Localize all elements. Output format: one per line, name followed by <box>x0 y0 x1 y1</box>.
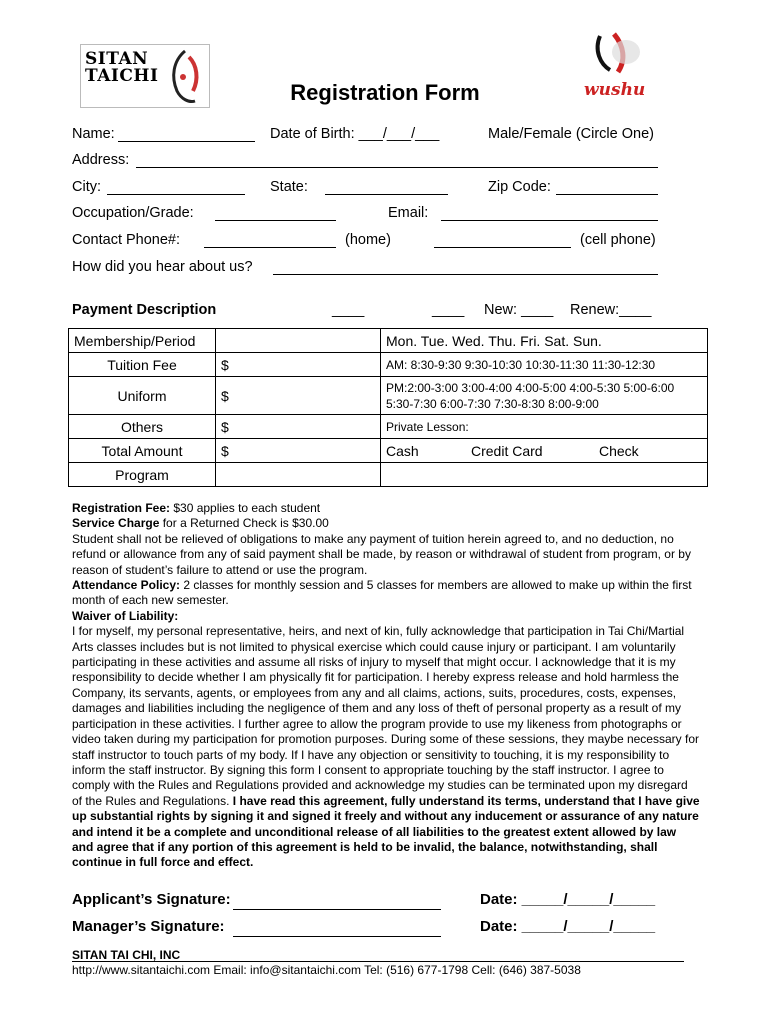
tuition-amount-cell[interactable]: $ <box>216 353 381 377</box>
address-field[interactable] <box>136 167 658 168</box>
home-phone-field[interactable] <box>204 247 336 248</box>
dob-label[interactable]: Date of Birth: ___/___/___ <box>270 126 440 142</box>
payment-blank-1[interactable]: ____ <box>332 302 365 318</box>
cell-phone-field[interactable] <box>434 247 571 248</box>
payment-blank-2[interactable]: ____ <box>432 302 465 318</box>
name-field[interactable] <box>118 141 255 142</box>
check-option[interactable]: Check <box>599 442 639 459</box>
state-label: State: <box>270 179 308 195</box>
manager-signature-field[interactable] <box>233 936 441 937</box>
occupation-field[interactable] <box>215 220 336 221</box>
applicant-signature-field[interactable] <box>233 909 441 910</box>
city-field[interactable] <box>107 194 245 195</box>
days-cell[interactable]: Mon. Tue. Wed. Thu. Fri. Sat. Sun. <box>381 329 708 353</box>
terms-section <box>72 501 700 871</box>
form-title: Registration Form <box>290 80 480 105</box>
waiver-paragraph <box>72 624 700 871</box>
pm-line-1: PM:2:00-3:00 3:00-4:00 4:00-5:00 4:00-5:30 5:00-6:00 <box>386 380 675 395</box>
new-member-field[interactable]: New: ____ <box>484 302 554 318</box>
applicant-signature-label: Applicant’s Signature: <box>72 891 231 908</box>
table-row <box>69 439 708 463</box>
zip-label: Zip Code: <box>488 179 551 195</box>
total-amount-cell: Total Amount <box>69 439 216 463</box>
logo-text-line1: SITAN <box>85 49 149 69</box>
email-label: Email: <box>388 205 429 221</box>
table-row <box>69 415 708 439</box>
table-row <box>69 377 708 415</box>
applicant-date-field[interactable]: Date: _____/_____/_____ <box>480 891 656 908</box>
registration-fee-line <box>72 501 700 516</box>
others-cell: Others <box>69 415 216 439</box>
attendance-text: 2 classes for monthly session and 5 classes for members are allowed to make up within the first month of each new semester. <box>72 578 692 608</box>
membership-cell: Membership/Period <box>69 329 216 353</box>
payment-method-cell <box>381 439 708 463</box>
pm-line-2: 5:30-7:30 6:00-7:30 7:30-8:30 8:00-9:00 <box>386 396 599 411</box>
manager-signature-label: Manager’s Signature: <box>72 918 225 935</box>
footer-contact: http://www.sitantaichi.com Email: info@sitantaichi.com Tel: (516) 677-1798 Cell: (646) 387-5038 <box>72 963 581 977</box>
private-lesson-cell[interactable]: Private Lesson: <box>381 415 708 439</box>
waiver-text: I for myself, my personal representative, heirs, and next of kin, fully acknowledge that participation in Tai Chi/Martial Arts classes includes but is not limited to physical exercise which could cause injury or participant. I am voluntarily participating in these activities and assume all risks of injury to myself that might occur. I acknowledge that it is my responsibility to decide whether I am physically fit for participation. I hereby express release and hold harmless the Company, its servants, agents, or employees from any and all claims, actions, suits, procedures, costs, expenses, damages and liabilities including the negligence of them and any loss of theft of personal property as a result of my participation in these activities. I further agree to allow the program provide to use my likeness from photographs or video taken during my participation for promotion purposes. During some of these sessions, they maybe necessary for staff instructor to touch parts of my body. If I have any objection or sensitivity to touching, it is my responsibility to inform the staff instructor. By signing this form I consent to appropriate touching by the staff instructor. I agree to comply with the Rules and Regulations provided and acknowledge my studies can be terminated upon my disregard of the Rules and Regulations. <box>72 624 699 808</box>
service-charge-line <box>72 516 700 531</box>
footer-divider <box>72 961 684 962</box>
program-empty-cell <box>381 463 708 487</box>
footer-company: SITAN TAI CHI, INC <box>72 948 181 962</box>
gender-label[interactable]: Male/Female (Circle One) <box>488 126 654 142</box>
cell-label: (cell phone) <box>580 232 656 248</box>
table-row <box>69 463 708 487</box>
table-row <box>69 329 708 353</box>
total-amount-value-cell[interactable]: $ <box>216 439 381 463</box>
cash-option[interactable]: Cash <box>386 442 419 459</box>
manager-date-field[interactable]: Date: _____/_____/_____ <box>480 918 656 935</box>
waiver-label: Waiver of Liability: <box>72 608 179 623</box>
credit-card-option[interactable]: Credit Card <box>471 442 543 459</box>
state-field[interactable] <box>325 194 448 195</box>
referral-field[interactable] <box>273 274 658 275</box>
relief-paragraph: Student shall not be relieved of obligations to make any payment of tuition herein agreed to, and no deduction, no refund or allowance from any of said payment shall be made, by reason or withdrawal of student from program, or by reason of student’s failure to attend or use the program. <box>72 531 691 577</box>
referral-label: How did you hear about us? <box>72 259 253 275</box>
attendance-label: Attendance Policy: <box>72 578 181 593</box>
program-cell: Program <box>69 463 216 487</box>
email-field[interactable] <box>441 220 658 221</box>
service-charge-text: for a Returned Check is $30.00 <box>159 516 329 531</box>
payment-heading: Payment Description <box>72 302 217 318</box>
registration-fee-label: Registration Fee: <box>72 501 171 515</box>
address-label: Address: <box>72 152 130 168</box>
program-value-cell[interactable] <box>216 463 381 487</box>
uniform-amount-cell[interactable]: $ <box>216 377 381 415</box>
am-schedule-cell[interactable]: AM: 8:30-9:30 9:30-10:30 10:30-11:30 11:30-12:30 <box>381 353 708 377</box>
uniform-cell: Uniform <box>69 377 216 415</box>
wushu-brand-text: wushu <box>584 80 646 100</box>
waiver-bold-text: I have read this agreement, fully understand its terms, understand that I have give up substantial rights by signing it and signed it freely and without any inducement or assurance of any nature and intend it be a complete and unconditional release of all liabilities to the greatest extent allowed by law and agree that if any portion of this agreement is held to be invalid, the balance, notwithstanding, shall continue in full force and effect. <box>72 793 700 870</box>
contact-phone-label: Contact Phone#: <box>72 232 181 248</box>
tuition-cell: Tuition Fee <box>69 353 216 377</box>
logo-text-line2: TAICHI <box>85 66 159 86</box>
table-row <box>69 353 708 377</box>
registration-fee-text: $30 applies to each student <box>170 501 321 515</box>
attendance-paragraph <box>72 578 700 609</box>
renew-member-field[interactable]: Renew:____ <box>570 302 652 318</box>
zip-field[interactable] <box>556 194 658 195</box>
home-label: (home) <box>345 232 391 248</box>
payment-table <box>68 328 708 487</box>
occupation-label: Occupation/Grade: <box>72 205 194 221</box>
service-charge-label: Service Charge <box>72 516 160 531</box>
city-label: City: <box>72 179 101 195</box>
membership-value-cell[interactable] <box>216 329 381 353</box>
waiver-heading <box>72 609 700 624</box>
name-label: Name: <box>72 126 115 142</box>
others-amount-cell[interactable]: $ <box>216 415 381 439</box>
pm-schedule-cell[interactable] <box>381 377 708 415</box>
